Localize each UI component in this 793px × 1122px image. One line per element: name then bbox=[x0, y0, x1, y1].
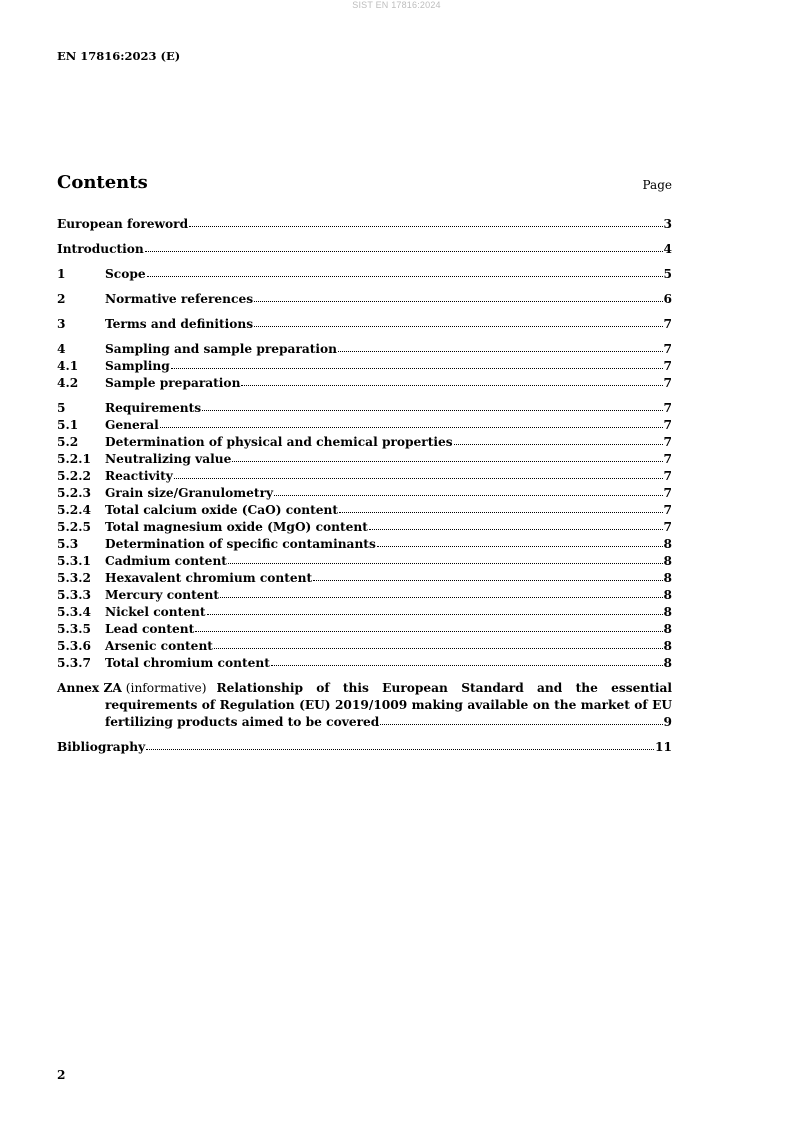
toc-entry-page-number: 7 bbox=[663, 486, 672, 500]
page-column-label: Page bbox=[642, 178, 672, 192]
annex-page-number: 9 bbox=[663, 715, 672, 729]
footer-page-number: 2 bbox=[57, 1068, 66, 1082]
toc-entry-title: Lead content bbox=[105, 622, 195, 636]
toc-entry[interactable] bbox=[57, 241, 672, 258]
dot-leader bbox=[241, 375, 662, 386]
toc-entry-title: Normative references bbox=[105, 292, 254, 306]
dot-leader bbox=[228, 553, 663, 564]
table-of-contents bbox=[57, 216, 672, 756]
toc-entry-number: 5.3.4 bbox=[57, 605, 91, 619]
toc-entry-number: 5.2.3 bbox=[57, 486, 91, 500]
dot-leader bbox=[369, 519, 663, 530]
annex-label: Annex ZA bbox=[57, 681, 122, 695]
toc-entry-page-number: 7 bbox=[663, 520, 672, 534]
toc-entry-page-number: 7 bbox=[663, 317, 672, 331]
dot-leader bbox=[174, 468, 663, 479]
annex-title-line-3: fertilizing products aimed to be covered bbox=[105, 715, 380, 729]
toc-entry-title: Total chromium content bbox=[105, 656, 270, 670]
toc-entry-page-number: 8 bbox=[663, 639, 672, 653]
dot-leader bbox=[189, 216, 662, 227]
toc-entry[interactable] bbox=[57, 587, 672, 604]
watermark: SIST EN 17816:2024 bbox=[352, 0, 441, 10]
dot-leader bbox=[147, 266, 663, 277]
dot-leader bbox=[313, 570, 662, 581]
toc-entry-title: Terms and definitions bbox=[105, 317, 254, 331]
dot-leader bbox=[380, 714, 662, 725]
toc-entry-title: Arsenic content bbox=[105, 639, 213, 653]
toc-entry-title: Reactivity bbox=[105, 469, 173, 483]
toc-entry-page-number: 5 bbox=[663, 267, 672, 281]
toc-entry-title: Nickel content bbox=[105, 605, 206, 619]
toc-entry[interactable] bbox=[57, 358, 672, 375]
toc-entry-number: 5.2 bbox=[57, 435, 79, 449]
toc-entry-page-number: 7 bbox=[663, 401, 672, 415]
toc-entry[interactable] bbox=[57, 655, 672, 672]
annex-informative-label: (informative) bbox=[125, 681, 207, 695]
toc-entry-title: Mercury content bbox=[105, 588, 219, 602]
toc-entry-title: Requirements bbox=[105, 401, 202, 415]
toc-entry-number: 4.2 bbox=[57, 376, 79, 390]
toc-entry-number: 5.2.5 bbox=[57, 520, 91, 534]
toc-entry-page-number: 8 bbox=[663, 622, 672, 636]
toc-entry[interactable] bbox=[57, 485, 672, 502]
toc-entry-page-number: 4 bbox=[663, 242, 672, 256]
toc-entry[interactable] bbox=[57, 451, 672, 468]
toc-entry-title: Determination of specific contaminants bbox=[105, 537, 376, 551]
toc-entry-title: Total magnesium oxide (MgO) content bbox=[105, 520, 368, 534]
toc-entry-number: 1 bbox=[57, 267, 66, 281]
toc-entry[interactable] bbox=[57, 468, 672, 485]
dot-leader bbox=[160, 417, 663, 428]
toc-entry-page-number: 6 bbox=[663, 292, 672, 306]
toc-entry[interactable] bbox=[57, 621, 672, 638]
toc-entry-number: 4 bbox=[57, 342, 66, 356]
toc-entry-page-number: 7 bbox=[663, 452, 672, 466]
toc-entry[interactable] bbox=[57, 604, 672, 621]
dot-leader bbox=[220, 587, 663, 598]
annex-title-line-2: requirements of Regulation (EU) 2019/1009 making available on the market of EU bbox=[105, 698, 672, 712]
toc-entry-number: 5.2.1 bbox=[57, 452, 91, 466]
toc-entry[interactable] bbox=[57, 638, 672, 655]
toc-entry[interactable] bbox=[57, 216, 672, 233]
toc-entry-title: Grain size/Granulometry bbox=[105, 486, 274, 500]
toc-entry[interactable] bbox=[57, 375, 672, 392]
toc-entry[interactable] bbox=[57, 266, 672, 283]
toc-entry-title: European foreword bbox=[57, 217, 189, 231]
toc-entry-page-number: 7 bbox=[663, 342, 672, 356]
toc-entry-page-number: 7 bbox=[663, 503, 672, 517]
dot-leader bbox=[339, 502, 663, 513]
toc-entry-page-number: 7 bbox=[663, 359, 672, 373]
toc-entry[interactable] bbox=[57, 400, 672, 417]
toc-entry-page-number: 7 bbox=[663, 376, 672, 390]
toc-entry-number: 5.2.2 bbox=[57, 469, 91, 483]
dot-leader bbox=[145, 241, 663, 252]
toc-entry-number: 5.3.3 bbox=[57, 588, 91, 602]
toc-entry-number: 5.3.1 bbox=[57, 554, 91, 568]
toc-entry-page-number: 7 bbox=[663, 435, 672, 449]
dot-leader bbox=[232, 451, 662, 462]
toc-entry-page-number: 8 bbox=[663, 605, 672, 619]
toc-entry-page-number: 8 bbox=[663, 571, 672, 585]
toc-entry-annex-za[interactable] bbox=[57, 680, 672, 731]
toc-entry-page-number: 7 bbox=[663, 418, 672, 432]
dot-leader bbox=[338, 341, 663, 352]
toc-entry[interactable] bbox=[57, 417, 672, 434]
contents-heading: Contents bbox=[57, 172, 148, 193]
toc-entry-title: Hexavalent chromium content bbox=[105, 571, 313, 585]
toc-entry-title: General bbox=[105, 418, 159, 432]
toc-entry[interactable] bbox=[57, 536, 672, 553]
dot-leader bbox=[195, 621, 662, 632]
bibliography-title: Bibliography bbox=[57, 740, 146, 754]
toc-entry-page-number: 8 bbox=[663, 554, 672, 568]
dot-leader bbox=[377, 536, 663, 547]
dot-leader bbox=[207, 604, 663, 615]
toc-entry[interactable] bbox=[57, 434, 672, 451]
toc-entry-title: Cadmium content bbox=[105, 554, 227, 568]
dot-leader bbox=[274, 485, 662, 496]
dot-leader bbox=[171, 358, 663, 369]
toc-entry-title: Sampling bbox=[105, 359, 170, 373]
toc-entry-page-number: 8 bbox=[663, 656, 672, 670]
toc-entry-number: 3 bbox=[57, 317, 66, 331]
toc-entry-title: Determination of physical and chemical properties bbox=[105, 435, 453, 449]
toc-entry-number: 5.3.5 bbox=[57, 622, 91, 636]
toc-entry-number: 5.2.4 bbox=[57, 503, 91, 517]
toc-entry[interactable] bbox=[57, 291, 672, 308]
dot-leader bbox=[202, 400, 662, 411]
toc-entry-number: 5 bbox=[57, 401, 66, 415]
toc-entry-page-number: 7 bbox=[663, 469, 672, 483]
toc-entry-title: Sampling and sample preparation bbox=[105, 342, 338, 356]
toc-entry[interactable] bbox=[57, 570, 672, 587]
toc-entry[interactable] bbox=[57, 519, 672, 536]
toc-entry[interactable] bbox=[57, 502, 672, 519]
dot-leader bbox=[454, 434, 663, 445]
toc-entry-number: 2 bbox=[57, 292, 66, 306]
dot-leader bbox=[254, 291, 662, 302]
bibliography-page-number: 11 bbox=[655, 740, 672, 754]
toc-entry-title: Neutralizing value bbox=[105, 452, 232, 466]
toc-entry-title: Sample preparation bbox=[105, 376, 241, 390]
toc-entry[interactable] bbox=[57, 316, 672, 333]
toc-entry-page-number: 8 bbox=[663, 588, 672, 602]
dot-leader bbox=[254, 316, 662, 327]
toc-entry-number: 5.3.6 bbox=[57, 639, 91, 653]
toc-entry-number: 4.1 bbox=[57, 359, 79, 373]
annex-title-line-1: Relationship of this European Standard and the essential bbox=[216, 681, 672, 695]
toc-entry-title: Introduction bbox=[57, 242, 144, 256]
toc-entry[interactable] bbox=[57, 553, 672, 570]
toc-entries bbox=[57, 216, 672, 672]
toc-entry-page-number: 3 bbox=[663, 217, 672, 231]
toc-entry-bibliography[interactable] bbox=[57, 739, 672, 756]
toc-entry-number: 5.1 bbox=[57, 418, 79, 432]
toc-entry[interactable] bbox=[57, 341, 672, 358]
toc-entry-number: 5.3.7 bbox=[57, 656, 91, 670]
toc-entry-number: 5.3 bbox=[57, 537, 79, 551]
toc-entry-title: Total calcium oxide (CaO) content bbox=[105, 503, 339, 517]
dot-leader bbox=[214, 638, 663, 649]
dot-leader bbox=[271, 655, 663, 666]
toc-entry-number: 5.3.2 bbox=[57, 571, 91, 585]
toc-entry-page-number: 8 bbox=[663, 537, 672, 551]
document-id: EN 17816:2023 (E) bbox=[57, 49, 181, 63]
dot-leader bbox=[146, 739, 654, 750]
toc-entry-title: Scope bbox=[105, 267, 146, 281]
